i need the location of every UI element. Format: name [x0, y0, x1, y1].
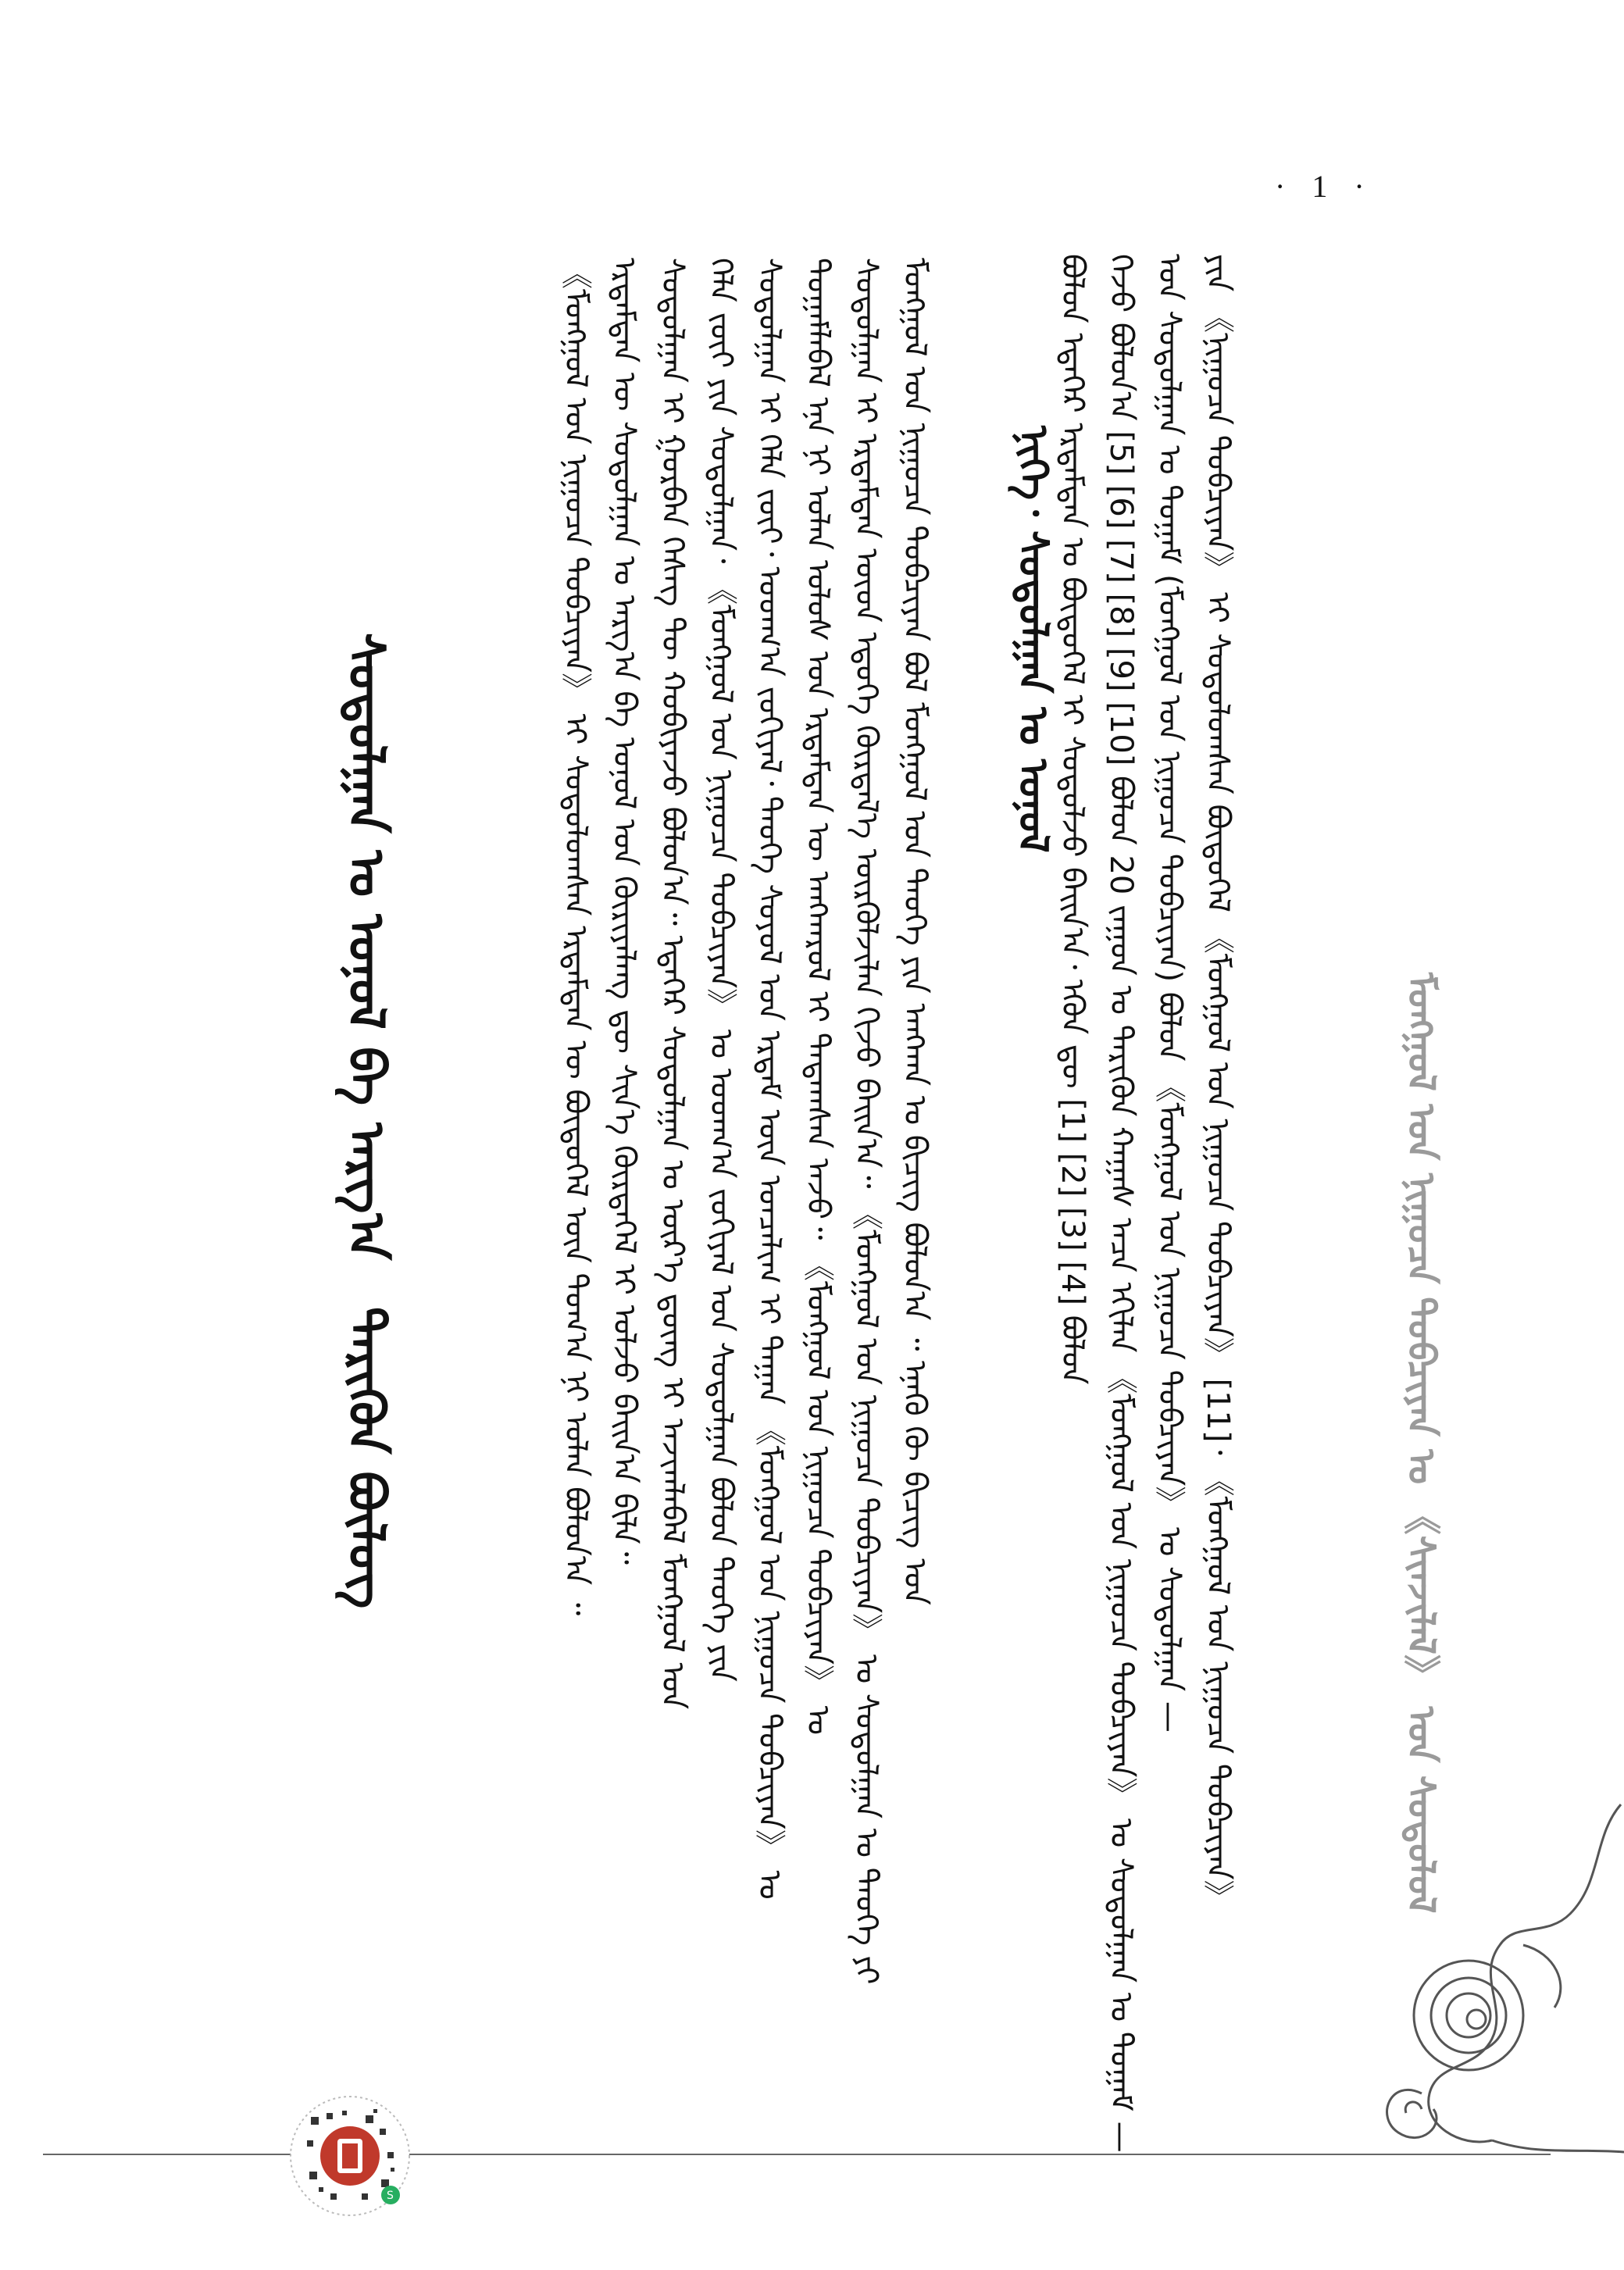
- footer-rule: [43, 2154, 1551, 2155]
- text-line: ᠶᠢᠨ 《ᠨᠢᠭᠤᠴᠠ ᠲᠣᠪᠴᠢᠶᠠᠨ》 ᠢ ᠰᠤᠳᠤᠯᠤᠭᠰᠠᠨ ᠪᠦᠲᠦᠭᠡᠯ 《ᠮᠣᠩᠭᠣᠯ ᠤᠨ ᠨᠢᠭᠤᠴᠠ ᠲᠣᠪᠴᠢᠶᠠᠨ》 [11]᠂ 《ᠮᠣᠩᠭᠣᠯ ᠤᠨ ᠨᠢᠭᠤᠴᠠ ᠲᠣᠪᠴᠢᠶᠠᠨ》: [1200, 254, 1236, 1911]
- chapter-title-section: ᠲᠡᠷᠢᠭᠦᠨ ᠪᠦᠯᠦᠭ: [337, 1306, 394, 1609]
- qr-code-seal-icon: [287, 2093, 412, 2218]
- text-line: ᠡᠷᠳᠡᠮᠲᠡᠨ ᠦ ᠰᠤᠳᠤᠯᠭᠠᠨ ᠤ ᠠᠷᠭ᠎ᠠ ᠪᠠ ᠣᠨᠣᠯ ᠤᠨ ᠬᠦᠷᠢᠶᠡᠯᠡᠩ ᠳᠦ ᠰᠢᠨ᠎ᠡ ᠬᠦᠷᠲᠡᠭᠡᠯ ᠢ ᠣᠯᠵᠤ ᠪᠠᠢᠨ᠎ᠠ ᠪᠢᠯᠡ᠃: [606, 258, 642, 1565]
- text-line: ᠰᠤᠳᠤᠯᠭᠠᠨ ᠢ ᠡᠷᠳᠡᠮᠲᠡᠨ ᠦᠳ ᠡᠳᠦᠭᠡ ᠬᠦᠷᠲᠡᠯ᠎ᠡ ᠦᠷᠭᠦᠯᠵᠢᠯᠡᠨ ᠬᠢᠵᠦ ᠪᠠᠢᠨ᠎ᠠ᠃ 《ᠮᠣᠩᠭᠣᠯ ᠤᠨ ᠨᠢᠭᠤᠴᠠ ᠲᠣᠪᠴᠢᠶᠠᠨ》 ᠤ ᠰᠤᠳᠤᠯᠭᠠᠨ ᠤ ᠲᠡᠦᠬᠡ ᠶᠢ: [848, 258, 884, 1985]
- text-line: ᠬᠡᠯᠡ ᠵᠦᠢ ᠶᠢᠨ ᠰᠤᠳᠤᠯᠭᠠᠨ᠂ 《ᠮᠣᠩᠭᠣᠯ ᠤᠨ ᠨᠢᠭᠤᠴᠠ ᠲᠣᠪᠴᠢᠶᠠᠨ》 ᠤ ᠤᠳᠬ᠎ᠠ ᠵᠣᠬᠢᠶᠠᠯ ᠤᠨ ᠰᠤᠳᠤᠯᠭᠠᠨ ᠪᠣᠯᠤᠨ ᠲᠡᠦᠬᠡ ᠶᠢᠨ: [703, 258, 739, 1682]
- text-line: 《ᠮᠣᠩᠭᠣᠯ ᠤᠨ ᠨᠢᠭᠤᠴᠠ ᠲᠣᠪᠴᠢᠶᠠᠨ》 ᠢ ᠰᠤᠳᠤᠯᠤᠭᠰᠠᠨ ᠡᠷᠳᠡᠮᠲᠡᠨ ᠦ ᠪᠦᠲᠦᠭᠡᠯ ᠦᠨ ᠲᠣᠭ᠎ᠠ ᠨᠢ ᠣᠯᠠᠨ ᠪᠣᠯᠤᠨ᠎ᠠ ᠃: [558, 258, 594, 1616]
- text-line: ᠲᠣᠭᠠᠮᠯᠠᠪᠠᠯ ᠡᠨᠡ ᠨᠢ ᠣᠯᠠᠨ ᠤᠯᠤᠰ ᠤᠨ ᠡᠷᠳᠡᠮᠲᠡᠨ ᠦ ᠠᠩᠬᠠᠷᠤᠯ ᠢ ᠲᠠᠲᠠᠭᠰᠠᠨ ᠠᠵᠤ᠃ 《ᠮᠣᠩᠭᠣᠯ ᠤᠨ ᠨᠢᠭᠤᠴᠠ ᠲᠣᠪᠴᠢᠶᠠᠨ》 ᠤ: [800, 258, 836, 1736]
- text-line: ᠮᠣᠩᠭᠣᠯ ᠤᠨ ᠨᠢᠭᠤᠴᠠ ᠲᠣᠪᠴᠢᠶᠠᠨ ᠪᠣᠯ ᠮᠣᠩᠭᠣᠯ ᠤᠨ ᠲᠡᠦᠬᠡ ᠶᠢᠨ ᠠᠩᠬᠠᠨ ᠤ ᠪᠢᠴᠢᠭ ᠪᠣᠯᠤᠨ᠎ᠠ ᠃ ᠡᠨᠡᠬᠦ ᠬᠦ ᠪᠢᠴᠢᠭ ᠤᠨ: [897, 258, 933, 1605]
- svg-text:S: S: [387, 2190, 394, 2202]
- text-line: ᠪᠣᠯᠤᠨ ᠡᠳᠡᠭᠡᠷ ᠡᠷᠳᠡᠮᠲᠡᠨ ᠤ ᠪᠦᠲᠦᠭᠡᠯ ᠢ ᠰᠤᠳᠤᠯᠵᠤ ᠪᠠᠢᠨ᠎ᠠ᠂ ᠡᠭᠦᠨ ᠳᠦ [1] [2] [3] [4] ᠪᠣᠯᠤᠨ: [1055, 254, 1090, 1385]
- running-header: ᠮᠣᠩᠭᠣᠯ ᠤᠨ ᠨᠢᠭᠤᠴᠠ ᠲᠣᠪᠴᠢᠶᠠᠨ ᠤ 《ᠰᠢᠨᠵᠢᠯᠡᠯ》 ᠤᠨ ᠰᠤᠳᠤᠯᠤᠯ: [1399, 973, 1443, 1914]
- chapter-title-main: ᠰᠤᠳᠤᠯᠭᠠᠨ ᠤ ᠣᠨᠣᠯ ᠪᠠ ᠠᠷᠭ᠎ᠠ: [337, 633, 394, 1260]
- page-number: · 1 ·: [1275, 169, 1374, 204]
- text-line: ᠤᠨ ᠰᠤᠳᠤᠯᠭᠠᠨ ᠤ ᠲᠣᠭᠠᠮ (ᠮᠣᠩᠭᠣᠯ ᠤᠨ ᠨᠢᠭᠤᠴᠠ ᠲᠣᠪᠴᠢᠶᠠᠨ) ᠪᠣᠯᠤᠨ 《ᠮᠣᠩᠭᠣᠯ ᠤᠨ ᠨᠢᠭᠤᠴᠠ ᠲᠣᠪᠴᠢᠶᠠᠨ》 ᠤ ᠰᠤᠳᠤᠯᠭᠠᠨ —: [1151, 254, 1187, 1733]
- chapter-title: [334, 633, 422, 1608]
- text-line: ᠰᠤᠳᠤᠯᠭᠠᠨ ᠢ ᠭᠤᠷᠪᠠᠨ ᠬᠡᠰᠡᠭ ᠲᠦ ᠬᠤᠪᠢᠶᠠᠵᠤ ᠪᠣᠯᠤᠨ᠎ᠠ᠃ ᠡᠳᠡᠭᠡᠷ ᠰᠤᠳᠤᠯᠭᠠᠨ ᠤ ᠦᠷ᠎ᠡ ᠳ᠋ᠦᠩ ᠢ ᠠᠵᠢᠭᠯᠠᠪᠠᠯ ᠮᠣᠩᠭᠣᠯ ᠤᠨ: [655, 258, 691, 1710]
- section-heading: ᠨᠢᠭᠡ᠂ ᠰᠤᠳᠤᠯᠭᠠᠨ ᠤ ᠣᠨᠣᠯ: [1009, 426, 1056, 853]
- cloud-scroll-ornament-icon: [1359, 1789, 1624, 2156]
- text-line: ᠭᠡᠵᠦ ᠪᠣᠯᠤᠨ᠎ᠠ [5] [6] [7] [8] [9] [10] ᠪᠣᠯᠤᠨ 20 ᠵᠠᠭᠤᠨ ᠤ ᠲᠡᠷᠢᠭᠦᠨ ᠬᠠᠭᠠᠰ ᠠᠴᠠ ᠡᠬᠢᠯᠡᠨ 《ᠮᠣᠩᠭᠣᠯ ᠤᠨ ᠨᠢᠭᠤᠴᠠ ᠲᠣᠪᠴᠢᠶᠠᠨ》 ᠤ ᠰᠤᠳᠤᠯᠭᠠᠨ ᠤ ᠲᠣᠭᠠᠮ —: [1103, 254, 1139, 2153]
- text-line: ᠰᠤᠳᠤᠯᠭᠠᠨ ᠢ ᠬᠡᠯᠡ ᠵᠦᠢ᠂ ᠤᠳᠬ᠎ᠠ ᠵᠣᠬᠢᠶᠠᠯ᠂ ᠲᠡᠦᠬᠡ ᠰᠣᠶᠣᠯ ᠤᠨ ᠡᠷᠳᠡᠮ ᠦᠨ ᠣᠨᠴᠠᠯᠢᠭ ᠢ ᠳᠠᠭᠠᠨ 《ᠮᠣᠩᠭᠣᠯ ᠤᠨ ᠨᠢᠭᠤᠴᠠ ᠲᠣᠪᠴᠢᠶᠠᠨ》 ᠤ: [751, 258, 787, 1900]
- paragraph-body: [551, 258, 939, 1984]
